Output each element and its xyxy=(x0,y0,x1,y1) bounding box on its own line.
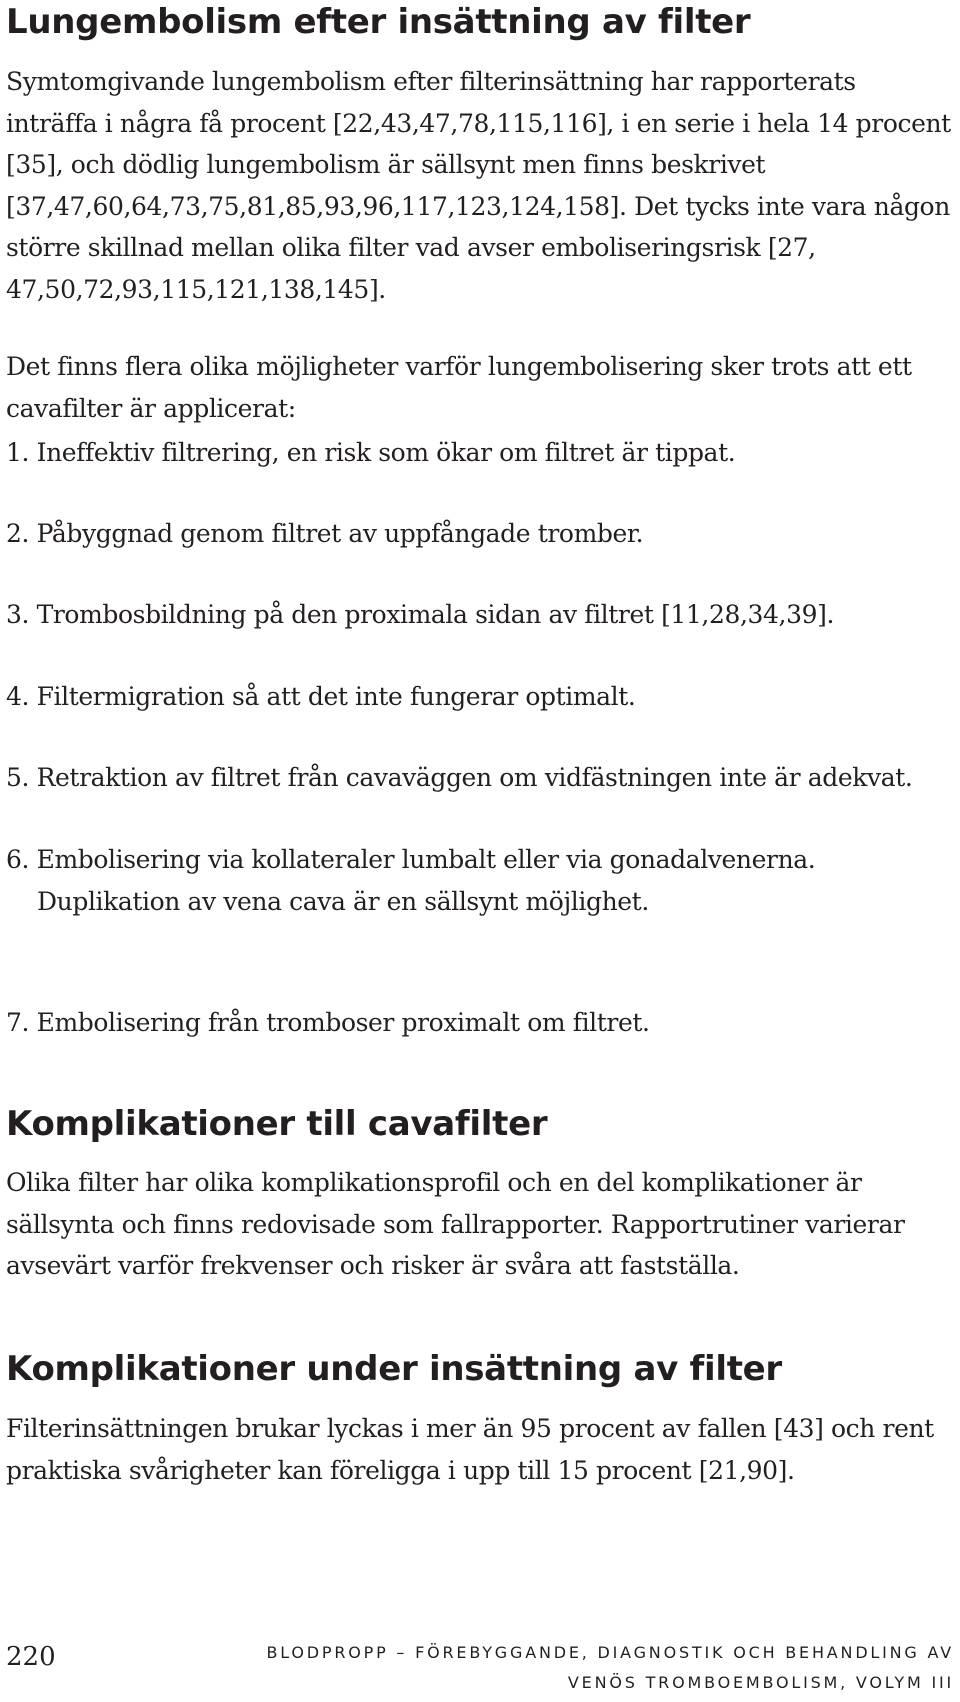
running-title: BLODPROPP – FÖREBYGGANDE, DIAGNOSTIK OCH BEHANDLING AV xyxy=(266,1643,954,1662)
body-paragraph: Olika filter har olika komplikationsprofil och en del komplikationer är sällsynta och finns redovisade som fallrapporter. Rapportrutiner varierar avsevärt varför frekvenser och risker är svåra att fastställa. xyxy=(6,1168,905,1280)
section-heading: Komplikationer under insättning av filter xyxy=(6,1349,782,1389)
body-paragraph: Symtomgivande lungembolism efter filterinsättning har rapporterats inträffa i några få procent [22,43,47,78,115,116], i en serie i hela 14 procent [35], och dödlig lungembolism är sällsynt men finns beskrivet [37,47,60,64,73,75,81,85,93,96,117,123,124,158]. Det tycks inte vara någon större skillnad mellan olika filter vad avser emboliseringsrisk [27, 47,50,72,93,115,121,138,145]. xyxy=(6,67,951,304)
list-item-number: 3. xyxy=(6,600,30,629)
list-item-continuation: Duplikation av vena cava är en sällsynt möjlighet. xyxy=(37,886,649,916)
list-item-number: 7. xyxy=(6,1008,30,1037)
section-heading: Lungembolism efter insättning av filter xyxy=(6,2,751,42)
list-item xyxy=(6,1002,650,1044)
list-item-text: Retraktion av filtret från cavaväggen om vidfästningen inte är adekvat. xyxy=(36,763,913,792)
list-item xyxy=(6,594,834,636)
list-item-number: 6. xyxy=(6,845,30,874)
page-footer xyxy=(6,1637,954,1697)
list-item xyxy=(6,839,815,922)
page-number: 220 xyxy=(6,1642,56,1672)
section-heading: Komplikationer till cavafilter xyxy=(6,1104,548,1144)
list-item-number: 4. xyxy=(6,682,30,711)
list-item-text: Embolisering via kollateraler lumbalt eller via gonadalvenerna. xyxy=(36,845,816,874)
list-item xyxy=(6,676,635,718)
list-item-text: Påbyggnad genom filtret av uppfångade tromber. xyxy=(36,519,644,548)
list-item xyxy=(6,757,912,799)
list-item-number: 5. xyxy=(6,763,30,792)
body-paragraph: Filterinsättningen brukar lyckas i mer än 95 procent av fallen [43] och rent praktiska svårigheter kan föreligga i upp till 15 procent [21,90]. xyxy=(6,1414,934,1485)
list-item-number: 2. xyxy=(6,519,30,548)
list-item-number: 1. xyxy=(6,438,30,467)
running-title: VENÖS TROMBOEMBOLISM, VOLYM III xyxy=(567,1673,954,1692)
list-item-text: Embolisering från tromboser proximalt om filtret. xyxy=(36,1008,650,1037)
list-item-text: Trombosbildning på den proximala sidan av filtret [11,28,34,39]. xyxy=(36,600,835,629)
list-item-text: Ineffektiv filtrering, en risk som ökar om filtret är tippat. xyxy=(36,438,736,467)
list-item-text: Filtermigration så att det inte fungerar optimalt. xyxy=(36,682,636,711)
body-paragraph: Det finns flera olika möjligheter varför lungembolisering sker trots att ett cavafilter är applicerat: xyxy=(6,352,912,423)
list-item xyxy=(6,432,735,474)
list-item xyxy=(6,513,643,555)
